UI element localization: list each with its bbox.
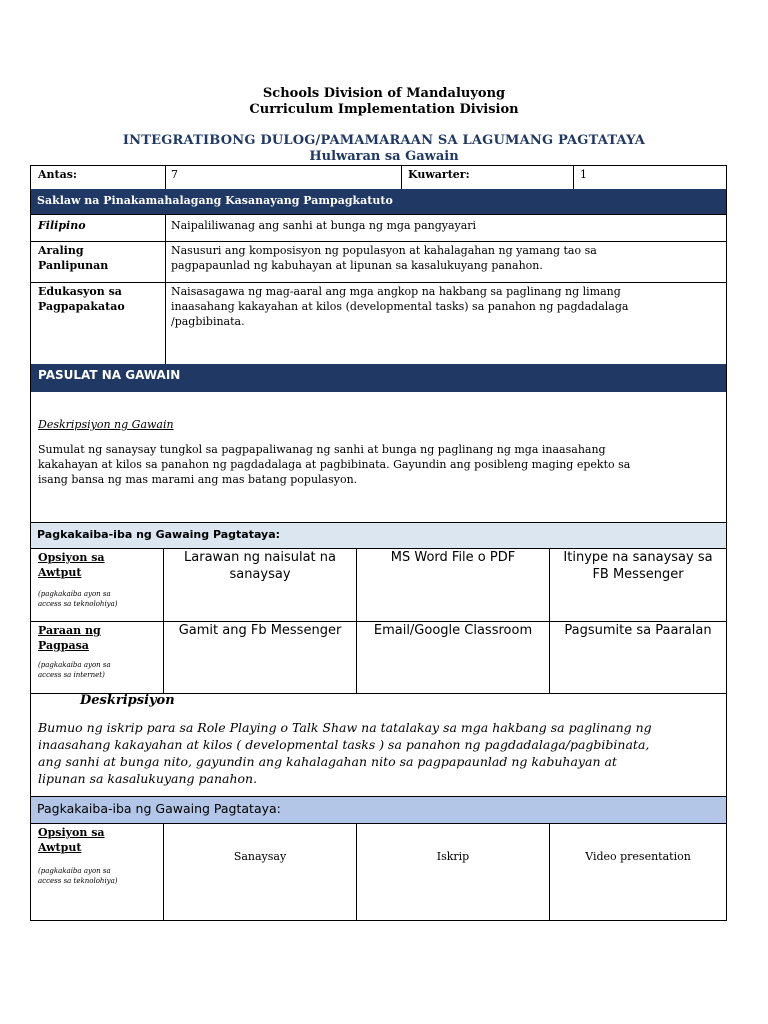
saklaw-heading: Saklaw na Pinakamahalagang Kasanayang Pampagkatuto — [37, 194, 393, 207]
competency-ap: Nasusuri ang komposisyon ng populasyon at kahalagahan ng yamang tao sa pagpapaunlad ng kabuhayan at lipunan sa kasalukuyang panahon. — [171, 244, 597, 272]
pagganap-pagkakaiba-bar — [31, 797, 726, 823]
competency-filipino: Naipaliliwanag ang sanhi at bunga ng mga pangyayari — [171, 219, 477, 232]
pasulat-description: Sumulat ng sanaysay tungkol sa pagpapaliwanag ng sanhi at bunga ng paglinang ng mga inaasahang kakahayan at kilos sa panahon ng pagdadalaga at pagbibinata. Gayundin ang posibleng maging epekto sa isang bansa ng mas marami ang mas batang populasyon. — [38, 443, 631, 486]
document-subtitle: Hulwaran sa Gawain — [309, 149, 459, 164]
pasulat-paraan-label: Paraan ng Pagpasa — [38, 624, 101, 652]
antas-value: 7 — [171, 168, 178, 181]
pagganap-pagkakaiba-label: Pagkakaiba-iba ng Gawaing Pagtataya: — [37, 801, 281, 816]
pasulat-pagkakaiba-bar — [31, 523, 726, 548]
division-header — [0, 86, 768, 118]
pasulat-pagkakaiba-label: Pagkakaiba-iba ng Gawaing Pagtataya: — [37, 528, 281, 541]
pasulat-opsiyon-1: Larawan ng naisulat na sanaysay — [184, 550, 336, 582]
pasulat-opsiyon-2: MS Word File o PDF — [390, 550, 516, 565]
pagganap-description: Bumuo ng iskrip para sa Role Playing o Talk Shaw na tatalakay sa mga hakbang sa paglinang ng inaasahang kakayahan at kilos ( developmental tasks ) sa panahon ng pagdadalaga/pagbibinata, ang sanhi at bunga nito, gayundin ang kahalagahan nito sa pagpapaunlad ng kabuhayan at lipunan sa kasalukuyang panahon. — [38, 720, 652, 786]
document-title: INTEGRATIBONG DULOG/PAMAMARAAN SA LAGUMANG PAGTATAYA — [122, 133, 646, 148]
pasulat-opsiyon-3: Itinype na sanaysay sa FB Messenger — [563, 550, 713, 582]
pagganap-opsiyon-3: Video presentation — [585, 850, 691, 863]
pasulat-opsiyon-label: Opsiyon sa Awtput — [38, 551, 105, 579]
pasulat-heading-bar — [31, 364, 726, 392]
pasulat-paraan-1: Gamit ang Fb Messenger — [178, 623, 342, 638]
subject-filipino: Filipino — [38, 219, 86, 232]
pagganap-opsiyon-1: Sanaysay — [233, 850, 287, 863]
pasulat-desc-label: Deskripsiyon ng Gawain — [38, 418, 174, 431]
pasulat-opsiyon-note: (pagkakaiba ayon sa access sa teknolohiya) — [38, 590, 118, 608]
kuwarter-value: 1 — [580, 168, 587, 181]
pasulat-heading: PASULAT NA GAWAIN — [38, 368, 181, 382]
subject-esp: Edukasyon sa Pagpapakatao — [38, 285, 125, 313]
pagganap-opsiyon-2: Iskrip — [436, 850, 470, 863]
division-unit: Curriculum Implementation Division — [249, 102, 519, 117]
pagganap-opsiyon-label: Opsiyon sa Awtput — [38, 826, 105, 854]
pagganap-opsiyon-note: (pagkakaiba ayon sa access sa teknolohiya) — [38, 867, 118, 885]
saklaw-heading-bar — [31, 189, 726, 214]
kuwarter-label: Kuwarter: — [408, 168, 470, 181]
competency-esp: Naisasagawa ng mag-aaral ang mga angkop na hakbang sa paglinang ng limang inaasahang kakayahan at kilos (developmental tasks) sa panahon ng pagdadalaga /pagbibinata. — [171, 285, 629, 328]
pagganap-desc-label: Deskripsiyon — [80, 693, 175, 708]
subject-ap: Araling Panlipunan — [38, 244, 109, 272]
pasulat-paraan-3: Pagsumite sa Paaralan — [564, 623, 712, 638]
division-name: Schools Division of Mandaluyong — [262, 86, 506, 101]
antas-label: Antas: — [38, 168, 77, 181]
pasulat-paraan-note: (pagkakaiba ayon sa access sa internet) — [38, 661, 111, 679]
pasulat-paraan-2: Email/Google Classroom — [373, 623, 533, 638]
